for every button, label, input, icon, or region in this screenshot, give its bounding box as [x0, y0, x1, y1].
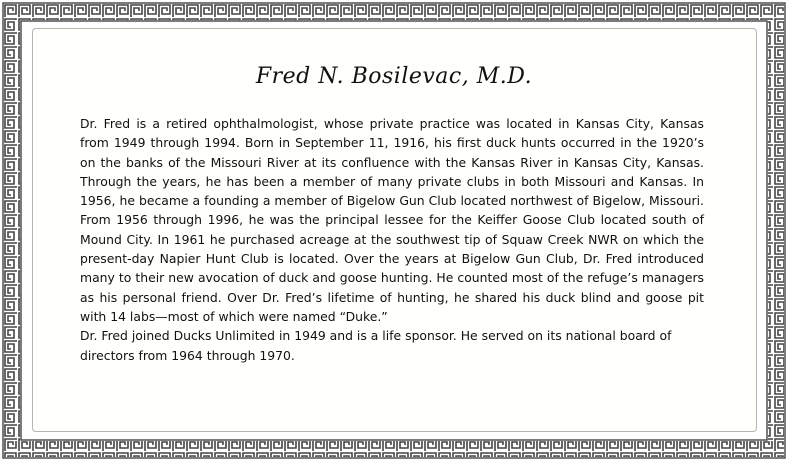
page-title: Fred N. Bosilevac, M.D. — [255, 64, 533, 89]
biography-text — [80, 114, 704, 365]
paragraph: Dr. Fred is a retired ophthalmologist, whose private practice was located in Kansas City, Kansas from 1949 through 1994. Born in September 11, 1916, his first duck hunts occurred in the 1920’s on the banks of the Missouri River at its confluence with the Kansas River in Kansas City, Kansas. Through the years, he has been a member of many private clubs in both Missouri and Kansas. In 1956, he became a founding a member of Bigelow Gun Club located northwest of Bigelow, Missouri. From 1956 through 1996, he was the principal lessee for the Keiffer Goose Club located south of Mound City. In 1961 he purchased acreage at the southwest tip of Squaw Creek NWR on which the present-day Napier Hunt Club is located. Over the years at Bigelow Gun Club, Dr. Fred introduced many to their new avocation of duck and goose hunting. He counted most of the refuge’s managers as his personal friend. Over Dr. Fred’s lifetime of hunting, he shared his duck blind and goose pit with 14 labs—most of which were named “Duke.” — [80, 116, 704, 324]
paragraph: Dr. Fred joined Ducks Unlimited in 1949 and is a life sponsor. He served on its national board of directors from 1964 through 1970. — [80, 328, 672, 363]
